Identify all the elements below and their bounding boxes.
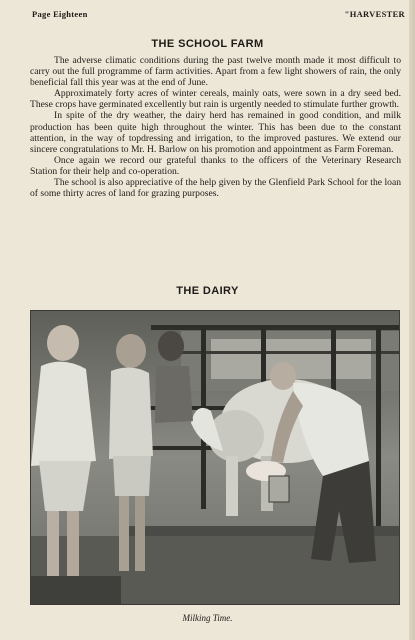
running-head	[32, 9, 405, 21]
paragraph-2: Approximately forty acres of winter cereals, mainly oats, were sown in a dry seed bed. These crops have germinated excellently but rain is urgently needed to stimulate further growth.	[30, 88, 401, 111]
school-farm-heading: THE SCHOOL FARM	[151, 38, 264, 50]
photo-caption: Milking Time.	[182, 613, 233, 623]
paragraph-4: Once again we record our grateful thanks to the officers of the Veterinary Research Station for their help and co-operation.	[30, 154, 401, 177]
page-edge	[409, 0, 415, 640]
publication-title: "HARVESTER	[344, 9, 405, 19]
dairy-photograph	[30, 310, 400, 605]
paragraph-1: The adverse climatic conditions during the past twelve month made it most difficult to carry out the full programme of farm activities. Apart from a few light showers of rain, the only beneficial fall this year was at the end of June.	[30, 55, 401, 89]
paragraph-3: In spite of the dry weather, the dairy herd has remained in good condition, and milk production has been quite high throughout the winter. This has been due to the constant attention, in the way of topdressing and irrigation, to the improved pastures. We extend our sincere congratulations to Mr. H. Barlow on his promotion and appointment as Farm Foreman.	[30, 110, 401, 155]
paragraph-5: The school is also appreciative of the help given by the Glenfield Park School for the loan of some thirty acres of land for grazing purposes.	[30, 177, 401, 200]
dairy-heading: THE DAIRY	[176, 285, 239, 297]
school-farm-article	[30, 55, 401, 199]
page-number: Page Eighteen	[32, 9, 88, 19]
